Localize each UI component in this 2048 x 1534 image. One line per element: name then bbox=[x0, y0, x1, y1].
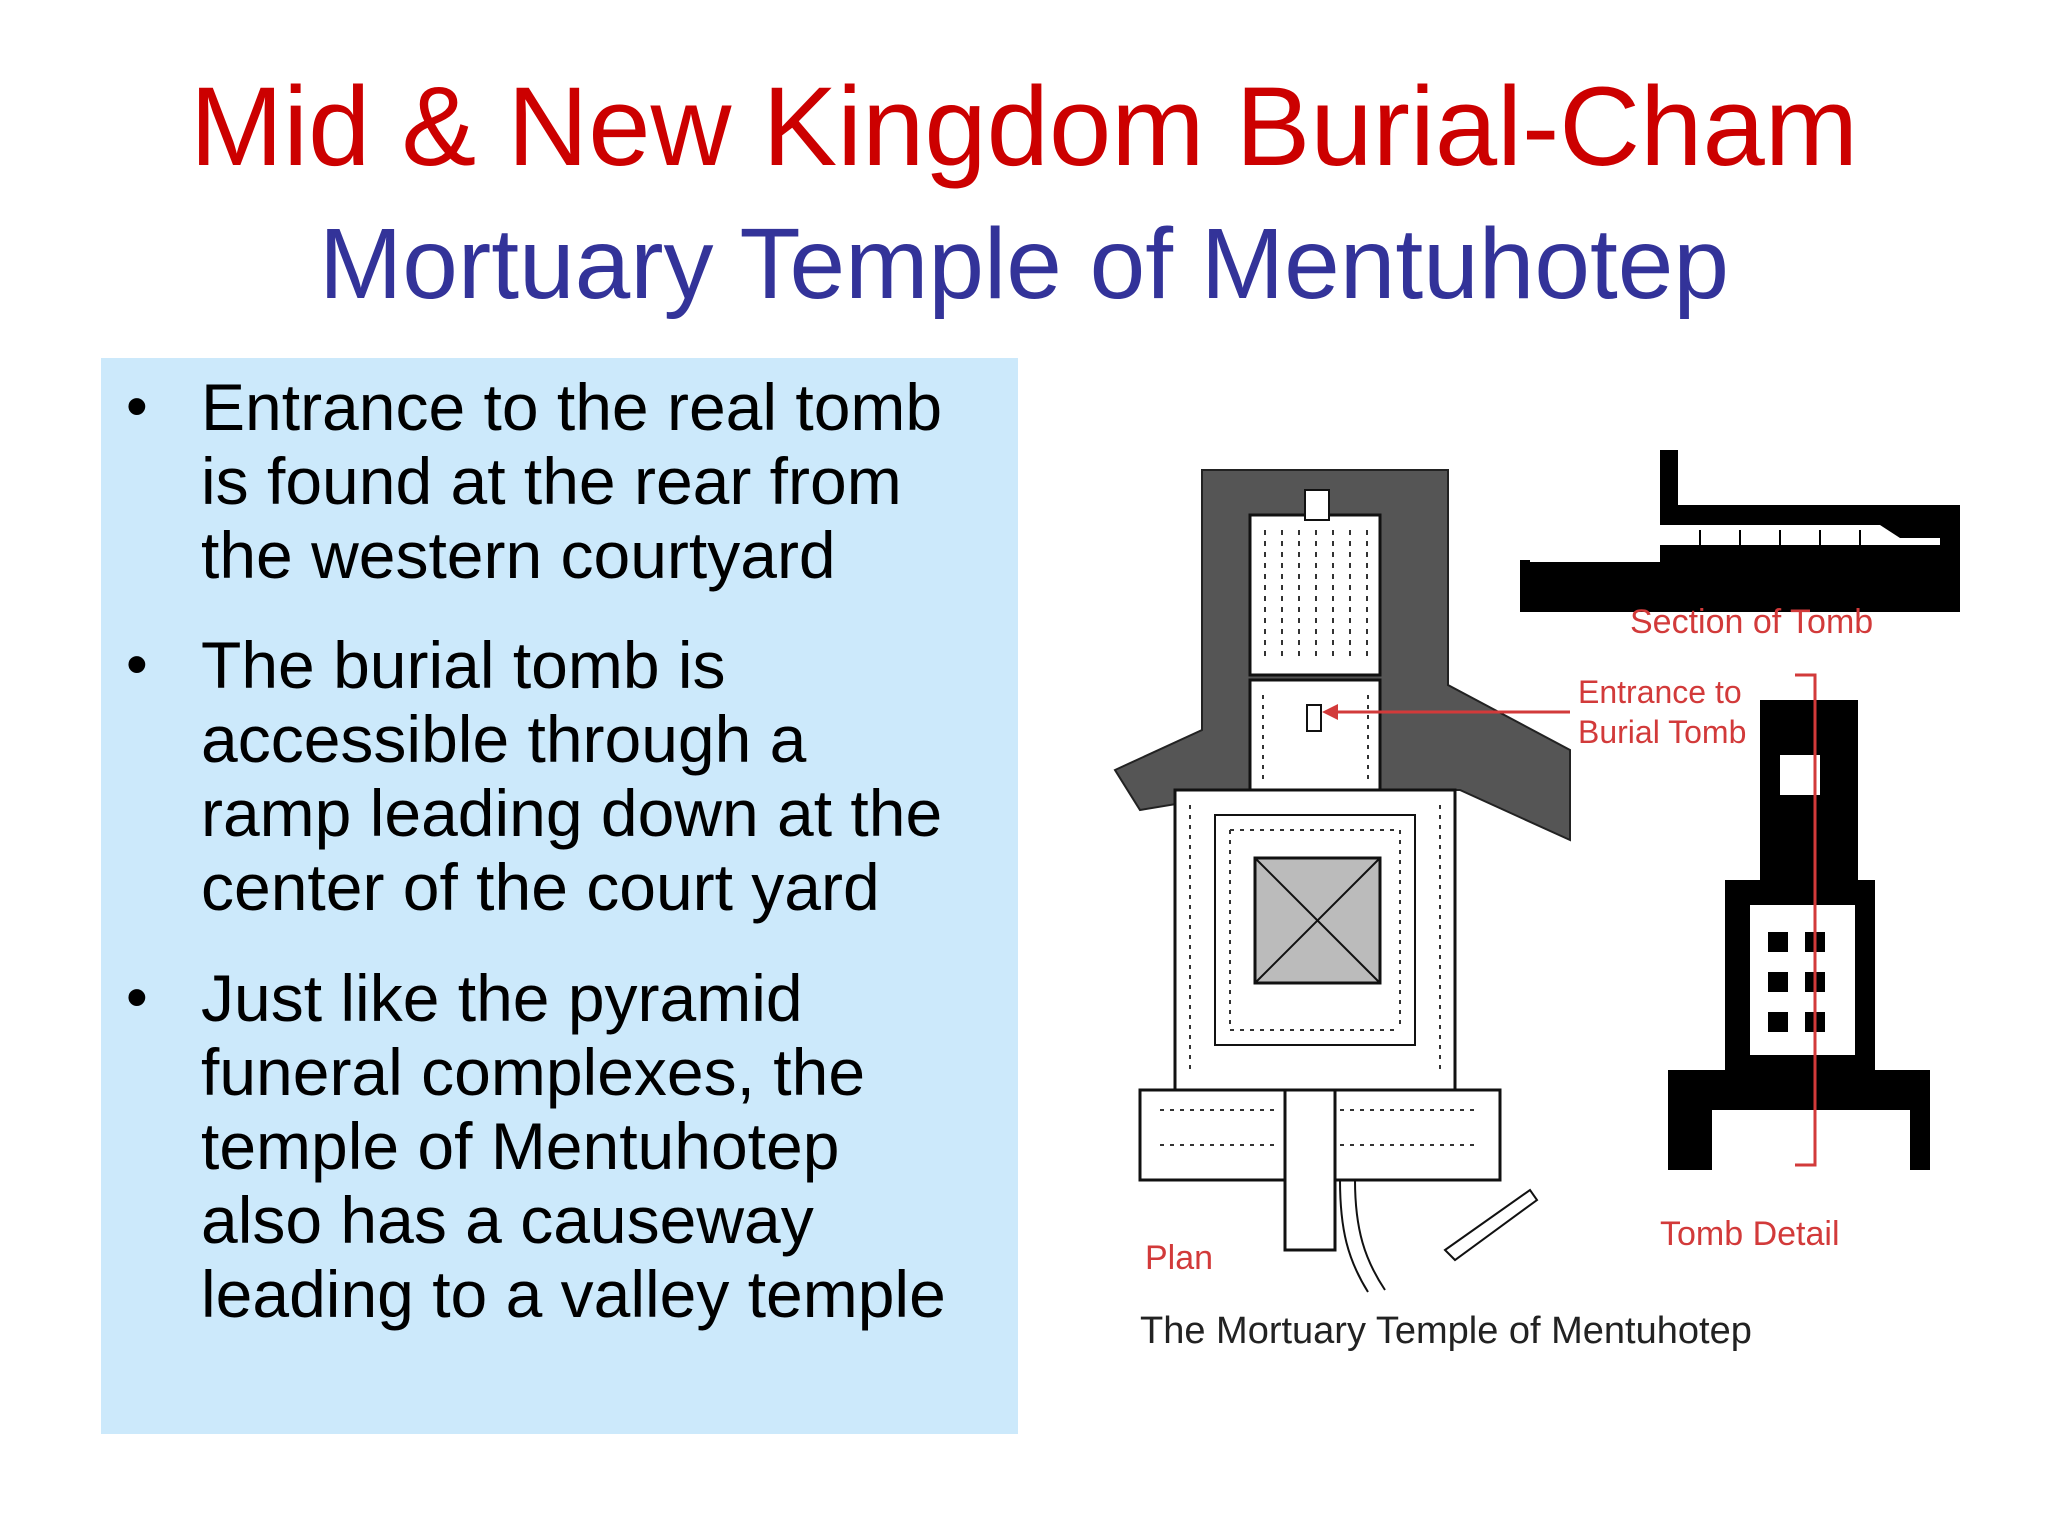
tomb-detail-label: Tomb Detail bbox=[1660, 1215, 1840, 1253]
bullet-marker: • bbox=[126, 963, 148, 1032]
bullet-text: The burial tomb is accessible through a ramp leading down at the center of the court yard bbox=[201, 628, 943, 924]
entrance-label-line2: Burial Tomb bbox=[1578, 714, 1747, 750]
tomb-entrance-mark bbox=[1307, 705, 1321, 731]
tomb-detail-chamber bbox=[1750, 905, 1855, 1055]
western-courtyard bbox=[1250, 680, 1380, 790]
slide-subtitle: Mortuary Temple of Mentuhotep bbox=[318, 208, 1729, 320]
entrance-label-line1: Entrance to bbox=[1578, 674, 1742, 710]
bullet-text: Just like the pyramid funeral complexes, the temple of Mentuhotep also has a causeway leading to a valley temple bbox=[201, 961, 946, 1331]
temple-plan-figure bbox=[1100, 430, 2030, 1390]
figure-caption: The Mortuary Temple of Mentuhotep bbox=[1140, 1310, 1752, 1352]
bullet-text: Entrance to the real tomb is found at the rear from the western courtyard bbox=[201, 370, 943, 592]
sanctuary bbox=[1305, 490, 1329, 520]
causeway bbox=[1340, 1180, 1368, 1292]
bullet-marker: • bbox=[126, 372, 148, 441]
north-arrow-icon bbox=[1445, 1190, 1537, 1260]
slide-title: Mid & New Kingdom Burial-Cham bbox=[189, 64, 1859, 189]
text-panel bbox=[101, 358, 1018, 1434]
central-ramp bbox=[1285, 1090, 1335, 1250]
temple-plan-drawing bbox=[1100, 430, 2030, 1390]
bullet-marker: • bbox=[126, 630, 148, 699]
causeway bbox=[1355, 1180, 1385, 1290]
plan-label: Plan bbox=[1145, 1239, 1214, 1277]
section-of-tomb-label: Section of Tomb bbox=[1630, 603, 1874, 641]
